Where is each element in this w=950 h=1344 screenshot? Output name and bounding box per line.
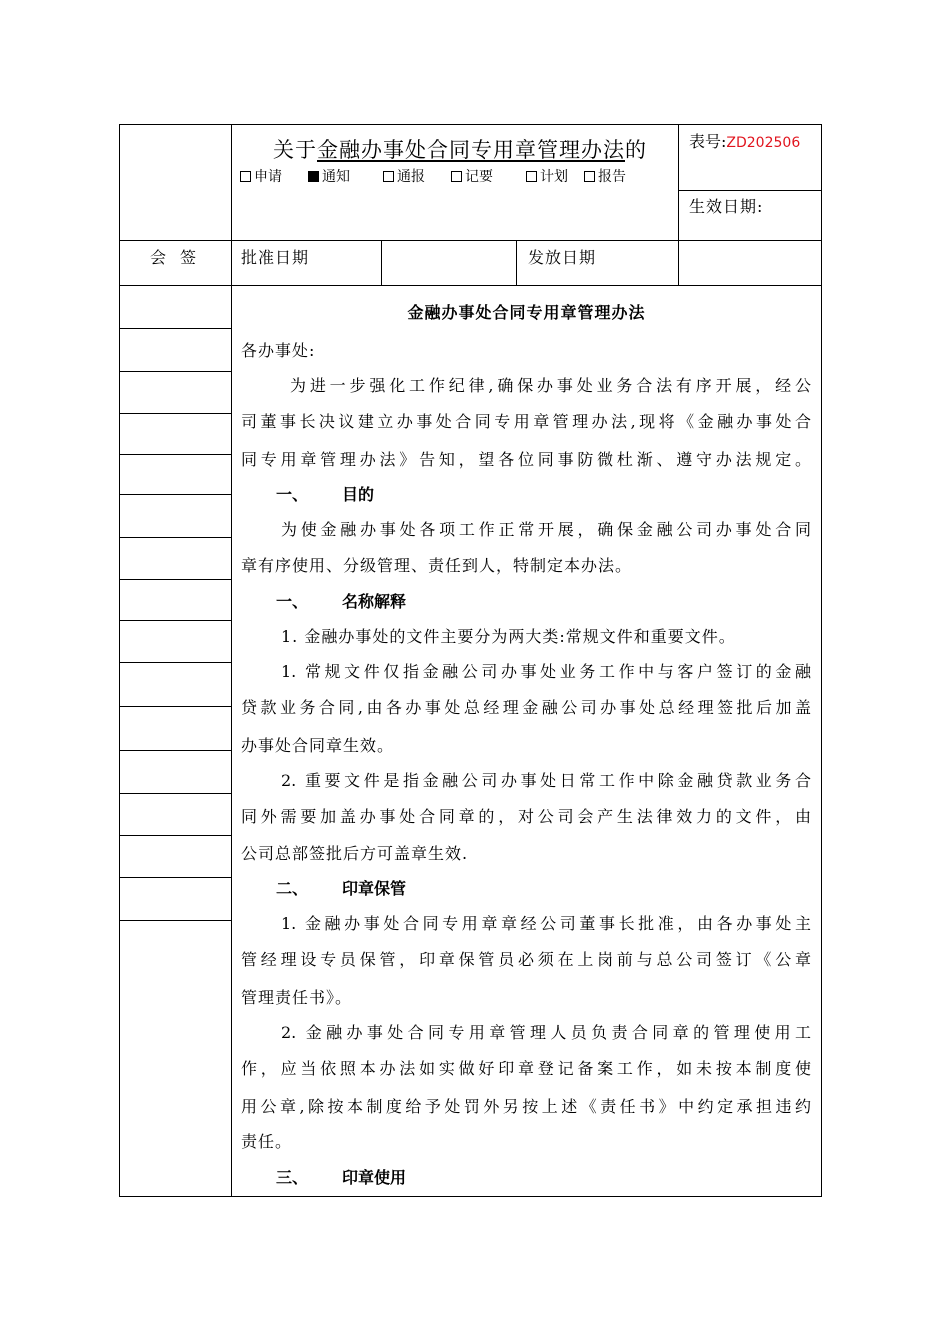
notice-subject: 金融办事处合同专用章管理办法 [317,138,625,162]
countersign-row-line [119,371,231,372]
paragraph-line: 为进一步强化工作纪律,确保办事处业务合法有序开展，经公 [290,376,811,395]
paragraph-line: 司董事长决议建立办事处合同专用章管理办法,现将《金融办事处合 [241,412,811,431]
checkbox[interactable] [526,171,537,182]
countersign-row-line [119,620,231,621]
paragraph-line: 公司总部签批后方可盖章生效. [241,844,469,863]
checkbox-checked[interactable] [308,171,319,182]
countersign-label: 会签 [150,248,211,267]
countersign-row-line [119,328,231,329]
checkbox[interactable] [383,171,394,182]
form-number-code: ZD202506 [726,135,801,151]
paragraph-line: 章有序使用、分级管理、责任到人，特制定本办法。 [241,556,633,575]
paragraph-line: 贷款业务合同,由各办事处总经理金融公司办事处总经理签批后加盖 [241,698,811,717]
paragraph-line: 同外需要加盖办事处合同章的，对公司会产生法律效力的文件，由 [241,807,811,826]
header-bottom-line [119,240,822,241]
paragraph-line: 2. 金融办事处合同专用章管理人员负责合同章的管理使用工 [281,1023,811,1042]
checkbox[interactable] [451,171,462,182]
paragraph-line: 管理责任书》。 [241,988,353,1007]
paragraph-line: 办事处合同章生效。 [241,736,395,755]
paragraph-line: 同专用章管理办法》告知，望各位同事防微杜渐、遵守办法规定。 [241,450,811,469]
countersign-row-line [119,750,231,751]
countersign-row-line [119,835,231,836]
countersign-row-line [119,793,231,794]
form-number: 表号:ZD202506 [689,132,801,151]
countersign-row-line [119,706,231,707]
countersign-row-line [119,454,231,455]
paragraph-line: 1. 金融办事处合同专用章章经公司董事长批准，由各办事处主 [281,914,811,933]
paragraph-line: 责任。 [241,1132,293,1151]
countersign-row-line [119,662,231,663]
salutation: 各办事处: [241,341,316,360]
form-no-divider [678,190,822,191]
checkbox[interactable] [240,171,251,182]
paragraph-line: 1. 金融办事处的文件主要分为两大类:常规文件和重要文件。 [281,627,736,646]
approval-date-label: 批准日期 [241,248,310,267]
header-right-divider [678,124,679,285]
doc-type-apply[interactable]: 申请 [240,166,282,186]
paragraph-line: 管经理设专员保管，印章保管员必须在上岗前与总公司签订《公章 [241,950,811,969]
countersign-row-line [119,494,231,495]
countersign-row-line [119,537,231,538]
document-title: 金融办事处合同专用章管理办法 [407,303,646,322]
effective-date-label: 生效日期: [689,197,764,216]
countersign-row-line [119,920,231,921]
notice-title: 关于金融办事处合同专用章管理办法的 [273,138,647,162]
countersign-row-line [119,579,231,580]
issue-date-divider [516,240,517,285]
approval-date-divider [381,240,382,285]
issue-date-label: 发放日期 [528,248,597,267]
paragraph-line: 用公章,除按本制度给予处罚外另按上述《责任书》中约定承担违约 [241,1097,811,1116]
doc-type-bulletin[interactable]: 通报 [383,166,425,186]
countersign-row-line [119,877,231,878]
paragraph-line: 为使金融办事处各项工作正常开展，确保金融公司办事处合同 [281,520,811,539]
paragraph-line: 1. 常规文件仅指金融公司办事处业务工作中与客户签订的金融 [281,662,811,681]
paragraph-line: 2. 重要文件是指金融公司办事处日常工作中除金融贷款业务合 [281,771,811,790]
doc-type-plan[interactable]: 计划 [526,166,568,186]
doc-type-notice[interactable]: 通知 [308,166,350,186]
doc-type-report[interactable]: 报告 [584,166,626,186]
countersign-row-line [119,413,231,414]
checkbox[interactable] [584,171,595,182]
paragraph-line: 作，应当依照本办法如实做好印章登记备案工作，如未按本制度使 [241,1059,811,1078]
signoff-bottom-line [119,285,822,286]
doc-type-minutes[interactable]: 记要 [451,166,493,186]
